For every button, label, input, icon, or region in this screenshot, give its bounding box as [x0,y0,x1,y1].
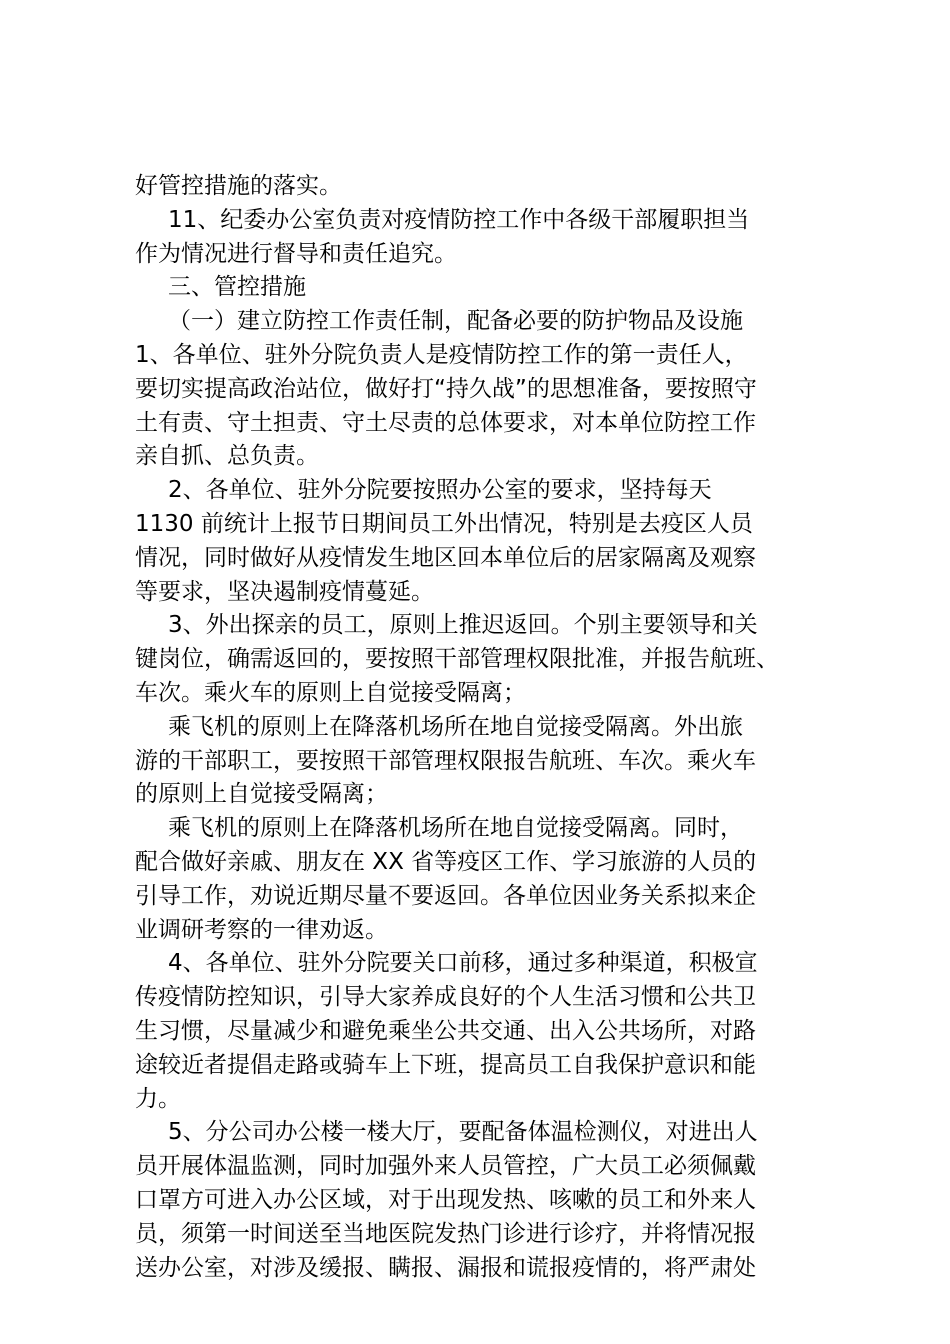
text-line: 力。 [135,1085,181,1112]
text-line: 3、外出探亲的员工，原则上推迟返回。个别主要领导和关 [168,612,758,639]
text-line: 要切实提高政治站位，做好打“持久战”的思想准备，要按照守 [135,375,757,402]
text-line: 好管控措施的落实。 [135,173,342,199]
text-line: 员，须第一时间送至当地医院发热门诊进行诊疗，并将情况报 [135,1220,756,1247]
text-line: 作为情况进行督导和责任追究。 [135,240,457,267]
text-line: 生习惯，尽量减少和避免乘坐公共交通、出入公共场所，对路 [135,1017,756,1044]
text-line: 车次。乘火车的原则上自觉接受隔离； [135,679,526,706]
document-body [135,170,835,1285]
text-line: 引导工作，劝说近期尽量不要返回。各单位因业务关系拟来企 [135,882,756,909]
text-line: 4、各单位、驻外分院要关口前移，通过多种渠道，积极宣 [168,950,758,977]
text-line: 乘飞机的原则上在降落机场所在地自觉接受隔离。同时， [168,815,743,842]
text-line: 送办公室，对涉及缓报、瞒报、漏报和谎报疫情的，将严肃处 [135,1254,756,1281]
text-line: 三、管控措施 [168,274,306,301]
text-line: 键岗位，确需返回的，要按照干部管理权限批准，并报告航班、 [135,646,779,673]
text-line: 5、分公司办公楼一楼大厅，要配备体温检测仪，对进出人 [168,1119,758,1146]
text-line: 1、各单位、驻外分院负责人是疫情防控工作的第一责任人， [135,341,748,368]
text-line: 游的干部职工，要按照干部管理权限报告航班、车次。乘火车 [135,747,756,774]
text-line: 员开展体温监测，同时加强外来人员管控，广大员工必须佩戴 [135,1153,756,1180]
text-line: 乘飞机的原则上在降落机场所在地自觉接受隔离。外出旅 [168,713,743,740]
text-line: 11、纪委办公室负责对疫情防控工作中各级干部履职担当 [168,206,750,233]
text-line: 途较近者提倡走路或骑车上下班，提高员工自我保护意识和能 [135,1051,756,1078]
text-line: 的原则上自觉接受隔离； [135,781,388,808]
text-line: （一）建立防控工作责任制，配备必要的防护物品及设施 [168,308,743,335]
text-line: 等要求，坚决遏制疫情蔓延。 [135,578,434,605]
text-line: 配合做好亲戚、朋友在 XX 省等疫区工作、学习旅游的人员的 [135,848,757,875]
text-line: 土有责、守土担责、守土尽责的总体要求，对本单位防控工作 [135,409,756,436]
text-line: 1130 前统计上报节日期间员工外出情况，特别是去疫区人员 [135,510,753,537]
text-line: 2、各单位、驻外分院要按照办公室的要求，坚持每天 [168,477,712,504]
text-line: 亲自抓、总负责。 [135,443,319,470]
text-line: 业调研考察的一律劝返。 [135,916,388,943]
text-line: 传疫情防控知识，引导大家养成良好的个人生活习惯和公共卫 [135,984,756,1011]
text-line: 情况，同时做好从疫情发生地区回本单位后的居家隔离及观察 [135,544,756,571]
text-line: 口罩方可进入办公区域，对于出现发热、咳嗽的员工和外来人 [135,1186,756,1213]
